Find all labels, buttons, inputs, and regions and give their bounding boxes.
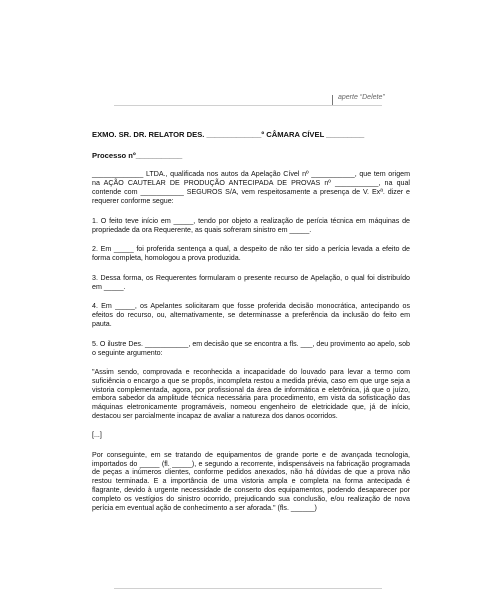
paragraph-4: 4. Em _____, os Apelantes solicitaram que fosse proferida decisão monocrática, antecipando os efeitos do recurso, ou, alternativamente, se determinasse a preferência da inclusão do feito em pauta.: [92, 302, 410, 328]
quote-paragraph-1: "Assim sendo, comprovada e reconhecida a incapacidade do louvado para levar a termo com suficiência o encargo a que se propôs, incompleta restou a medida prévia, caso em que urge seja a vistoria complementada, agora, por profissional da área de informática e eletrônica, já que o juízo, embora sabedor da amplitude técnica necessária para procedimento, em vista da sofisticação das máquinas eletronicamente programáveis, nomeou engenheiro de eletricidade que, já de início, destacou ser parcialmente incapaz de avaliar a natureza dos danos ocorridos.: [92, 368, 410, 420]
hint-marker: [332, 95, 333, 105]
process-number: Processo nº___________: [92, 151, 183, 160]
bottom-divider: [114, 588, 382, 589]
paragraph-3: 3. Dessa forma, os Requerentes formularam o presente recurso de Apelação, o qual foi distribuído em _____.: [92, 273, 410, 291]
paragraph-5: 5. O ilustre Des. ___________, em decisão que se encontra a fls. ___, deu provimento ao apelo, sob o seguinte argumento:: [92, 339, 410, 357]
quote-paragraph-2: Por conseguinte, em se tratando de equipamentos de grande porte e de avançada tecnologia, importados do _____ (fl. _____), e segundo a recorrente, indispensáveis na fabricação programada de peças a inúmeros clientes, conforme pedidos anexados, não há dúvidas de que a prova não restou terminada. E a importância de uma vistoria ampla e completa na forma antecipada é flagrante, devido à urgente necessidade de conserto dos equipamentos, podendo desaparecer por completo os vestígios do sinistro ocorrido, prejudicando sua conclusão, e/ou realização de nova perícia em eventual ação de conhecimento a ser aforada." (fls. ______): [92, 450, 410, 512]
intro-paragraph: _____________ LTDA., qualificada nos autos da Apelação Cível nº ___________, que tem origem na AÇÃO CAUTELAR DE PRODUÇÃO ANTECIPADA DE PROVAS nº ___________, na qual contende com ___________ SEGUROS S/A, vem respeitosamente a presença de V. Exª. dizer e requerer conforme segue:: [92, 170, 410, 205]
delete-hint-text: aperte “Delete”: [338, 94, 385, 101]
delete-hint: [332, 94, 385, 105]
paragraph-2: 2. Em _____ foi proferida sentença a qual, a despeito de não ter sido a perícia levada a efeito de forma completa, homologou a prova produzida.: [92, 245, 410, 262]
document-body: [92, 130, 410, 523]
quote-ellipsis: [...]: [92, 431, 102, 440]
addressee-heading: EXMO. SR. DR. RELATOR DES. _____________º CÂMARA CÍVEL _________: [92, 130, 365, 139]
top-divider: [114, 105, 382, 106]
paragraph-1: 1. O feito teve início em _____, tendo por objeto a realização de perícia técnica em máquinas de propriedade da ora Requerente, as quais sofreram sinistro em _____.: [92, 216, 410, 234]
